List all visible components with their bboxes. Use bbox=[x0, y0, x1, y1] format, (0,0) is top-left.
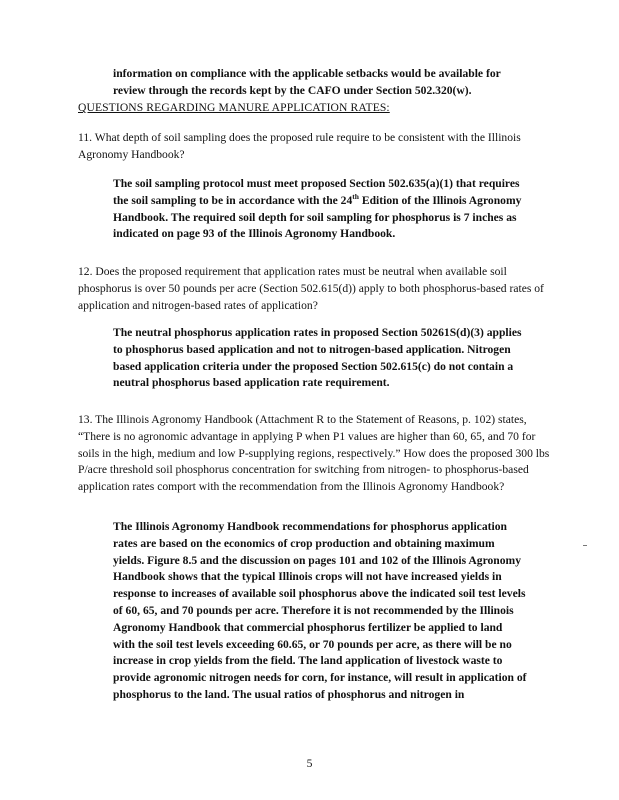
question-13: 13. The Illinois Agronomy Handbook (Attachment R to the Statement of Reasons, p. 102) states, “There is no agronomic advantage in applying P when P1 values are higher than 60, 65, and 70 for soils in the high, medium and low P-supplying regions, respectively.” How does the proposed 300 lbs P/acre threshold soil phosphorus concentration for switching from nitrogen- to phosphorus-based application rates comport with the recommendation from the Illinois Agronomy Handbook? bbox=[78, 413, 550, 494]
intro-answer-paragraph: information on compliance with the applicable setbacks would be available for review through the records kept by the CAFO under Section 502.320(w). bbox=[113, 67, 501, 97]
answer-11-part2: Edition of the Illinois Agronomy Handbook. The required soil depth for soil sampling for phosphorus is 7 inches as indicated on page 93 of the Illinois Agronomy Handbook. bbox=[113, 193, 522, 241]
margin-mark bbox=[583, 545, 587, 546]
question-11: 11. What depth of soil sampling does the proposed rule require to be consistent with the Illinois Agronomy Handbook? bbox=[78, 131, 521, 161]
answer-12: The neutral phosphorus application rates in proposed Section 50261S(d)(3) applies to phosphorus based application and not to nitrogen-based application. Nitrogen based application criteria under the proposed Section 502.615(c) do not contain a neutral phosphorus based application rate requirement. bbox=[113, 326, 522, 390]
answer-11-part1: The soil sampling protocol must meet proposed Section 502.635(a)(1) that requires the soil sampling to be in accordance with the 24 bbox=[113, 177, 520, 207]
answer-13: The Illinois Agronomy Handbook recommendations for phosphorus application rates are based on the economics of crop production and obtaining maximum yields. Figure 8.5 and the discussion on pages 101 and 102 of the Illinois Agronomy Handbook shows that the typical Illinois crops will not have increased yields in response to increases of available soil phosphorus above the indicated soil test levels of 60, 65, and 70 pounds per acre. Therefore it is not recommended by the Illinois Agronomy Handbook that commercial phosphorus fertilizer be applied to land with the soil test levels exceeding 60.65, or 70 pounds per acre, as there will be no increase in crop yields from the field. The land application of livestock waste to provide agronomic nitrogen needs for corn, for instance, will result in application of phosphorus to the land. The usual ratios of phosphorus and nitrogen in bbox=[113, 520, 527, 701]
answer-11 bbox=[113, 176, 527, 243]
section-heading: QUESTIONS REGARDING MANURE APPLICATION RATES: bbox=[78, 101, 390, 114]
page-number: 5 bbox=[306, 757, 313, 770]
answer-11-superscript: th bbox=[352, 191, 359, 201]
question-12: 12. Does the proposed requirement that application rates must be neutral when available soil phosphorus is over 50 pounds per acre (Section 502.615(d)) apply to both phosphorus-based rates of application and nitrogen-based rates of application? bbox=[78, 265, 544, 312]
